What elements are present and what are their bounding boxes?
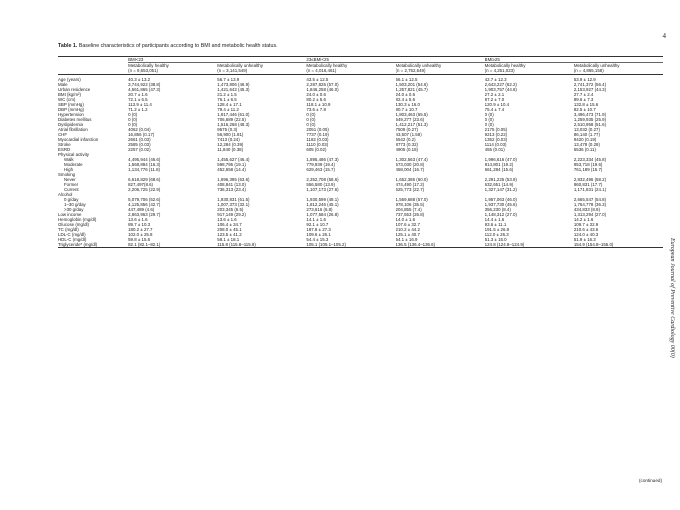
table-cell: 59.8 ± 15.6 [128,237,151,243]
table-cell: 79.4 ± 11.2 [217,107,239,113]
table-cell: 7737 (0.19) [306,132,329,138]
table-cell: 706,689 (22.5) [217,117,246,123]
table-cell: 2257 (0.02) [128,147,151,153]
row-label: SBP (mmHg) [58,102,84,108]
table-cell: 629,463 (15.7) [306,167,335,173]
table-cell: 210.2 ± 44.2 [395,227,420,233]
table-cell: 120.9 ± 10.4 [484,102,510,108]
table-cell: 123.5 ± 41.2 [217,232,242,238]
table-cell: 1352 (0.03) [484,137,508,143]
section-label: Alcohol [58,192,73,198]
table-cell: 1,313,294 (27.0) [573,212,607,218]
table-cell: 0 (0) [128,122,138,128]
table-cell: 21.2 ± 1.5 [217,92,237,98]
table-title: Baseline characteristics of participants according to BMI and metabolic health status. [78,43,278,49]
table-cell: 474,490 (17.2) [395,182,425,188]
table-cell: 9575 (0.3) [217,127,238,133]
table-cell: 2,206,725 (22.9) [128,187,161,193]
table-cell: 16,856 (0.17) [128,132,155,138]
table-cell: 1,652,386 (60.0) [395,177,428,183]
table-cell: 1,148,312 (27.0) [484,212,517,218]
table-cell: 40.3 ± 13.2 [128,77,151,83]
row-label: ESRD [58,147,71,153]
table-cell: 54.4 ± 15.3 [306,237,329,243]
table-cell: 113.9 ± 11.4 [128,102,152,108]
table-cell: 13.6 ± 1.6 [217,217,237,223]
row-label: Male [58,82,68,88]
row-label: Glucose (mg/dl) [58,222,89,228]
table-cell: 1,412,217 (51.3) [395,122,428,128]
section-label: Physical activity [58,152,89,158]
table-cell: 154.9 (154.8–155.0) [573,242,614,248]
table-cell: 106.4 ± 34.7 [217,222,242,228]
row-label: Former [64,182,79,188]
table-cell: 4905 (0.18) [395,147,418,153]
table-cell: 2175 (0.05) [484,127,508,133]
table-cell: 191.5 ± 26.8 [484,227,510,233]
table-cell: 180.2 ± 27.7 [128,227,153,233]
table-cell: 0 (0) [484,117,494,123]
table-cell: 204,855 (7.4) [395,207,422,213]
row-label: WC (cm) [58,97,76,103]
table-cell: 917,149 (29.2) [217,212,246,218]
table-cell: 56,900 (1.81) [217,132,244,138]
table-cell: 11,840 (0.38) [217,147,244,153]
row-label: Myocardial infarction [58,137,99,143]
table-cell: 76.1 ± 6.5 [217,97,237,103]
table-cell: 447,489 (4.6) [128,207,155,213]
table-cell: 51.3 ± 15.0 [484,237,507,243]
table-cell: 14.2 ± 1.6 [573,217,594,223]
table-cell: 5542 (0.2) [395,137,416,143]
row-label: CHF [58,132,68,138]
table-cell: 24.0 ± 0.6 [395,92,416,98]
table-cell: 2051 (0.05) [306,127,329,133]
table-cell: 1,455,627 (46.4) [217,157,250,163]
table-cell: 71.2 ± 1.2 [128,107,148,113]
table-cell: 632,651 (14.9) [484,182,514,188]
subheader-cell: Metabolically unhealthy (n = 4,865,158) [573,63,620,74]
table-cell: 779,939 (19.4) [306,162,335,168]
table-cell: 14.4 ± 1.6 [484,217,505,223]
subheader-cell: Metabolically healthy (n = 9,653,051) [128,63,169,74]
row-label: Current [64,187,79,193]
table-cell: 1,171,831 (24.1) [573,187,607,193]
table-cell: 273,616 (6.8) [306,207,333,213]
table-cell: 130.3 ± 16.0 [395,102,420,108]
table-cell: 89.7 ± 10.3 [128,222,151,228]
table-cell: 109.7 ± 32.9 [573,222,599,228]
table-cell: 14.1 ± 1.6 [306,217,326,223]
subheader-cell: Metabolically healthy (n = 4,251,023) [484,63,526,74]
table-cell: 132.8 ± 15.6 [573,102,599,108]
table-cell: 86,140 (1.77) [573,132,600,138]
table-cell: 89.6 ± 7.3 [573,97,594,103]
table-cell: 72.1 ± 6.5 [128,97,148,103]
table-cell: 2,665,547 (54.8) [573,197,607,203]
table-cell: 1,257,821 (45.7) [395,87,428,93]
table-cell: 1,077,584 (26.8) [306,212,339,218]
bottom-rule [58,248,663,249]
table-cell: 5536 (0.11) [573,147,596,153]
table-cell: 1,930,831 (61.5) [217,197,250,203]
table-cell: 93.6 ± 11.1 [484,222,507,228]
table-cell: 8773 (0.32) [395,142,418,148]
table-cell: 80.7 ± 10.7 [395,107,418,113]
table-cell: 4,125,856 (42.7) [128,202,161,208]
row-label: Diabetes mellitus [58,117,92,123]
table-cell: 54.1 ± 16.9 [395,237,418,243]
table-cell: 7413 (0.24) [217,137,240,143]
table-cell: 3,496,473 (71.9) [573,112,607,118]
table-cell: 2,832,496 (58.2) [573,177,607,183]
table-cell: 0 (0) [306,122,316,128]
page-number: 4 [662,32,666,40]
table-cell: 605 (0.02) [306,147,327,153]
table-caption [58,43,278,49]
table-cell: 356,230 (8.4) [484,207,511,213]
table-cell: 2,287,826 (57.0) [306,82,339,88]
table-cell: 625,773 (22.7) [395,187,425,193]
table-cell: 434,833 (8.9) [573,207,600,213]
table-cell: 860,831 (17.7) [573,182,603,188]
row-label: Atrial fibrillation [58,127,88,133]
table-cell: 7509 (0.27) [395,127,418,133]
table-cell: 2,291,225 (53.9) [484,177,517,183]
table-cell: 0 (0) [306,117,316,123]
table-cell: 978,106 (35.5) [395,202,425,208]
table-cell: 112.0 ± 26.3 [484,232,509,238]
table-cell: 1,302,563 (47.4) [395,157,428,163]
table-cell: 455 (0.01) [484,147,505,153]
table-cell: 1114 (0.03) [484,142,507,148]
table-cell: 27.2 ± 2.1 [484,92,505,98]
table-cell: 82.5 ± 10.7 [573,107,596,113]
table-cell: 75.4 ± 7.4 [484,107,505,113]
row-label: Never [64,177,76,183]
row-label: Stroke [58,142,71,148]
table-cell: 1,107,173 (27.6) [306,187,339,193]
table-cell: 107.6 ± 32.7 [395,222,420,228]
table-cell: 1,937,730 (45.6) [484,202,517,208]
table-cell: 208.0 ± 45.1 [217,227,242,233]
table-body [58,57,663,249]
table-cell: 736,313 (23.4) [217,187,246,193]
table-cell: 58.1 ± 18.1 [217,237,240,243]
table-cell: 556,580 (13.9) [306,182,335,188]
table-cell: 124.8 (124.8–124.9) [484,242,525,248]
group-header: BMI≥25 [485,57,663,63]
row-label: High [64,167,74,173]
table-cell: 1,764,778 (36.3) [573,202,607,208]
table-cell: 953,718 (19.6) [573,162,603,168]
table-cell: 1,846,258 (46.0) [306,87,339,93]
table-cell: 452,658 (14.4) [217,167,246,173]
table-label: Table 1. [58,43,78,49]
table-cell: 210.6 ± 43.6 [573,227,599,233]
table-cell: 0 (0) [306,112,316,118]
table-cell: 118.1 ± 10.9 [306,102,331,108]
table-cell: 1110 (0.03) [306,142,329,148]
table-cell: 24.0 ± 0.6 [306,92,326,98]
table-cell: 73.6 ± 7.8 [306,107,326,113]
table-cell: 13,032 (0.27) [573,127,600,133]
table-cell: 115.8 (115.8–115.9) [217,242,256,248]
table-cell: 1,917,446 (61.0) [217,112,250,118]
table-cell: 56.7 ± 13.9 [217,77,240,83]
row-label: Triglyceride* (mg/dl) [58,242,98,248]
table-cell: 136.5 (136.4–136.6) [395,242,436,248]
table-cell: 598,795 (19.1) [217,162,246,168]
row-label: BMI (kg/m²) [58,92,81,98]
journal-name-sidebar [668,238,676,468]
table-cell: 82.4 ± 5.6 [395,97,416,103]
table-cell: 1,569,688 (57.0) [395,197,428,203]
row-label: Age (years) [58,77,81,83]
subheader-cell: Metabolically unhealthy (n = 2,752,649) [395,63,442,74]
table-cell: 4,561,865 (47.3) [128,87,161,93]
table-cell: 42.7 ± 12.3 [484,77,507,83]
table-cell: 2,153,927 (44.3) [573,87,607,93]
table-cell: 14.0 ± 1.6 [395,217,416,223]
table-cell: 0 (0) [484,112,494,118]
subheader-cell: Metabolically healthy (n = 4,016,461) [306,63,348,74]
table-cell: 125.1 ± 40.7 [395,232,420,238]
table-cell: 661,284 (15.6) [484,167,514,173]
table-cell: 827,497(8.6) [128,182,154,188]
table-cell: 203,345 (6.5) [217,207,244,213]
row-label: Low income [58,212,82,218]
table-cell: 1,259,935 (25.9) [573,117,607,123]
table-cell: 43,507 (1.58) [395,132,422,138]
table-cell: 13.6 ± 1.6 [128,217,148,223]
table-cell: 814,801 (19.2) [484,162,514,168]
table-cell: 20.7 ± 1.6 [128,92,148,98]
table-cell: 9213 (0.22) [484,132,508,138]
table-cell: 1,996,616 (47.0) [484,157,517,163]
row-label: Hemoglobin (mg/dl) [58,217,97,223]
table-cell: 9420 (0.19) [573,137,597,143]
row-label: HDL-C (mg/dl) [58,237,87,243]
row-label: Dyslipidemia [58,122,83,128]
table-cell: 53.9 ± 12.9 [573,77,596,83]
table-cell: 0 (0) [128,112,138,118]
row-label: 0 g/day [64,197,79,203]
row-label: Urban residence [58,87,91,93]
table-cell: 1,568,894 (16.3) [128,162,161,168]
row-label: Hypertension [58,112,84,118]
table-cell: 761,189 (15.7) [573,167,603,173]
table-cell: 82.1 (82.1–82.1) [128,242,161,248]
table-cell: 1,473,806 (46.9) [217,82,250,88]
table-cell: 87.2 ± 7.0 [484,97,505,103]
row-label: 1–30 g/day [64,202,86,208]
table-cell: 1,503,201 (54.6) [395,82,428,88]
table-cell: 408,841 (13.0) [217,182,246,188]
table-cell: 4062 (0.04) [128,127,151,133]
table-cell: 12,284 (0.39) [217,142,244,148]
table-cell: 1,803,463 (65.5) [395,112,428,118]
table-cell: 124.0 ± 40.3 [573,232,599,238]
table-cell: 27.7 ± 2.4 [573,92,594,98]
table-cell: 187.8 ± 27.3 [306,227,331,233]
table-cell: 3,744,922 (38.8) [128,82,161,88]
table-cell: 92.1 ± 10.7 [306,222,329,228]
section-label: Smoking [58,172,76,178]
table-cell: 2,352,708 (58.6) [306,177,339,183]
table-cell: 0 (0) [128,117,138,123]
table-cell: 51.9 ± 16.3 [573,237,596,243]
table-cell: 13,478 (0.28) [573,142,600,148]
row-label: DBP (mmHg) [58,107,85,113]
table-cell: 109.6 ± 26.1 [306,232,331,238]
group-header: 23≤BMI<25 [306,57,484,63]
row-label: Moderate [64,162,83,168]
row-label: Walk [64,157,74,163]
table-cell: 1,903,757 (44.8) [484,87,517,93]
table-cell: 80.2 ± 5.6 [306,97,326,103]
continued-note: (continued) [639,478,662,483]
table-cell: 1,930,599 (48.1) [306,197,339,203]
table-cell: 1,007,373 (32.1) [217,202,250,208]
table-cell: 6,618,829 (68.6) [128,177,161,183]
row-label: TC (mg/dl) [58,227,79,233]
table-cell: 2,510,958 (51.6) [573,122,607,128]
table-cell: 573,030 (20.8) [395,162,425,168]
table-cell: 458,004 (16.7) [395,167,425,173]
table-cell: 0 (0) [484,122,494,128]
row-label: LDL-C (mg/dl) [58,232,86,238]
table-cell: 2,863,963 (29.7) [128,212,161,218]
table-cell: 105.1 (105.1–105.2) [306,242,346,248]
table-cell: 1,516,268 (48.3) [217,122,250,128]
table-cell: 1,957,063 (46.0) [484,197,517,203]
table-cell: 2661 (0.03) [128,137,151,143]
table-cell: 2,741,372 (56.4) [573,82,607,88]
subheader-row [58,63,663,74]
baseline-table [58,56,663,248]
table-cell: 2,223,334 (45.8) [573,157,607,163]
subheader-cell: Metabolically unhealthy (n = 3,141,549) [217,63,263,74]
table-cell: 1,812,246 (45.1) [306,202,339,208]
table-cell: 4,495,944 (46.6) [128,157,161,163]
table-cell: 1,327,147 (31.2) [484,187,517,193]
row-label: >30 g/day [64,207,84,213]
table-cell: 2,643,227 (62.2) [484,82,517,88]
table-cell: 1,134,776 (11.8) [128,167,161,173]
table-cell: 5,079,706 (52.6) [128,197,161,203]
group-header: BMI<23 [128,57,306,63]
journal-name: European Journal of Preventive Cardiology 00(0) [669,238,675,358]
table-cell: 56.1 ± 12.5 [395,77,418,83]
table-cell: 1,996,395 (63.6) [217,177,250,183]
table-cell: 102.0 ± 25.8 [128,232,153,238]
table-cell: 2585 (0.03) [128,142,151,148]
table-cell: 1,421,642 (45.3) [217,87,250,93]
table-cell: 1,895,486 (47.3) [306,157,339,163]
table-cell: 1182 (0.03) [306,137,329,143]
table-cell: 128.4 ± 17.1 [217,102,242,108]
table-cell: 43.5 ± 12.5 [306,77,329,83]
table-cell: 649,277 (23.6) [395,117,425,123]
table-cell: 737,553 (26.8) [395,212,425,218]
